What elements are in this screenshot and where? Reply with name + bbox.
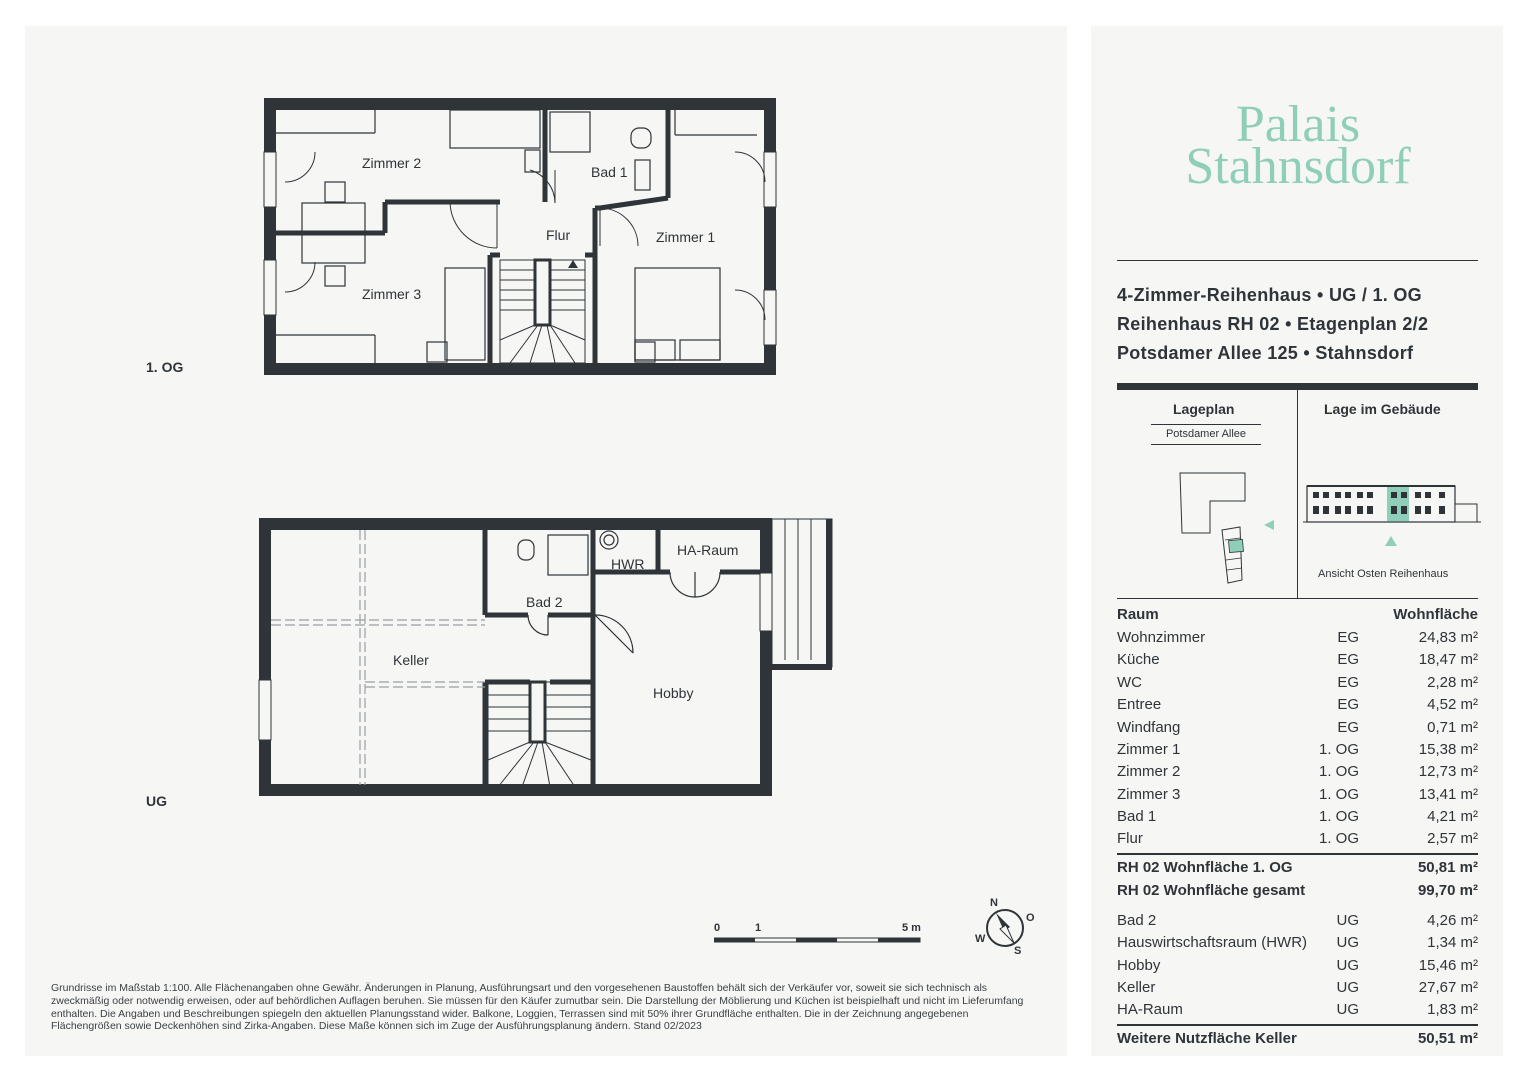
table-row: HA-Raum UG 1,83 m² bbox=[1117, 1001, 1478, 1018]
headline-1: 4-Zimmer-Reihenhaus • UG / 1. OG bbox=[1117, 285, 1422, 305]
headline-2: Reihenhaus RH 02 • Etagenplan 2/2 bbox=[1117, 314, 1429, 334]
headline-3: Potsdamer Allee 125 • Stahnsdorf bbox=[1117, 343, 1414, 363]
divider bbox=[1117, 260, 1478, 261]
building-elevation bbox=[1303, 478, 1481, 526]
table-header-area: Wohnfläche bbox=[1393, 606, 1478, 623]
room-label-hobby: Hobby bbox=[653, 685, 694, 701]
table-row: Küche EG 18,47 m² bbox=[1117, 651, 1478, 668]
table-row: Wohnzimmer EG 24,83 m² bbox=[1117, 629, 1478, 646]
room-label-zimmer-3: Zimmer 3 bbox=[362, 286, 422, 302]
divider bbox=[1117, 1024, 1478, 1026]
room-label-keller: Keller bbox=[393, 652, 429, 668]
room-label-ha-raum: HA-Raum bbox=[677, 542, 739, 558]
divider bbox=[1117, 853, 1478, 855]
table-header-room: Raum bbox=[1117, 606, 1159, 623]
footnote: Grundrisse im Maßstab 1:100. Alle Flächenangaben ohne Gewähr. Änderungen in Planung, Ausführungsart und den vorgesehenen Baustoffen behält sich der Verkäufer vor, soweit sie sich technisch als zweckmäßig oder notwendig erweisen, oder auf behördlichen Auflagen beruhen. Sie müssen für den Käufer zumutbar sein. Die Darstellung der Möblierung und Küchen ist beispielhaft und nicht im Lieferumfang enthalten. Die Angaben und Beschreibungen spiegeln den aktuellen Planungsstand wider. Balkone, Loggien, Terrassen sind mit 50% ihrer Grundfläche enthalten. Die in der Zeichnung angegebenen Flächengrößen sowie Deckenhöhen sind Zirka-Angaben. Diese Maße können sich im Zuge der Ausführungsplanung ändern. Stand 02/2023 bbox=[51, 982, 1024, 1033]
position-marker-icon bbox=[1384, 535, 1398, 547]
floor-label-lower: UG bbox=[146, 793, 167, 809]
lage-title: Lage im Gebäude bbox=[1324, 401, 1441, 417]
divider-vertical bbox=[1297, 390, 1298, 598]
scale-five: 5 m bbox=[902, 922, 921, 934]
table-row: Zimmer 1 1. OG 15,38 m² bbox=[1117, 741, 1478, 758]
floor-label-upper: 1. OG bbox=[146, 359, 184, 375]
scale-one: 1 bbox=[755, 922, 762, 934]
table-header bbox=[1117, 606, 1478, 628]
table-row: Windfang EG 0,71 m² bbox=[1117, 719, 1478, 736]
divider bbox=[1117, 598, 1478, 599]
sum-row-total: RH 02 Wohnfläche gesamt 99,70 m² bbox=[1117, 882, 1478, 899]
table-row: Entree EG 4,52 m² bbox=[1117, 696, 1478, 713]
table-row: WC EG 2,28 m² bbox=[1117, 674, 1478, 691]
divider-thick bbox=[1117, 383, 1478, 390]
table-row: Bad 2 UG 4,26 m² bbox=[1117, 912, 1478, 929]
logo: Palais Stahnsdorf bbox=[1185, 96, 1411, 195]
scale-zero: 0 bbox=[714, 922, 721, 934]
table-row: Flur 1. OG 2,57 m² bbox=[1117, 830, 1478, 847]
room-label-zimmer-1: Zimmer 1 bbox=[656, 229, 716, 245]
room-label-flur: Flur bbox=[546, 227, 571, 243]
lageplan-title: Lageplan bbox=[1173, 401, 1235, 417]
table-row: Zimmer 3 1. OG 13,41 m² bbox=[1117, 786, 1478, 803]
sum-row-keller: Weitere Nutzfläche Keller 50,51 m² bbox=[1117, 1030, 1478, 1047]
room-label-bad-1: Bad 1 bbox=[591, 164, 628, 180]
table-row: Bad 1 1. OG 4,21 m² bbox=[1117, 808, 1478, 825]
room-label-bad-2: Bad 2 bbox=[526, 594, 563, 610]
lage-caption: Ansicht Osten Reihenhaus bbox=[1318, 568, 1449, 580]
table-row: Hauswirtschaftsraum (HWR) UG 1,34 m² bbox=[1117, 934, 1478, 951]
room-label-zimmer-2: Zimmer 2 bbox=[362, 155, 422, 171]
lageplan-map bbox=[1170, 465, 1280, 590]
table-row: Zimmer 2 1. OG 12,73 m² bbox=[1117, 763, 1478, 780]
sum-row-1og: RH 02 Wohnfläche 1. OG 50,81 m² bbox=[1117, 859, 1478, 876]
room-label-hwr: HWR bbox=[611, 556, 645, 572]
lageplan-street: Potsdamer Allee bbox=[1151, 424, 1261, 445]
lower-floor-plan bbox=[250, 510, 840, 800]
table-row: Hobby UG 15,46 m² bbox=[1117, 957, 1478, 974]
table-row: Keller UG 27,67 m² bbox=[1117, 979, 1478, 996]
